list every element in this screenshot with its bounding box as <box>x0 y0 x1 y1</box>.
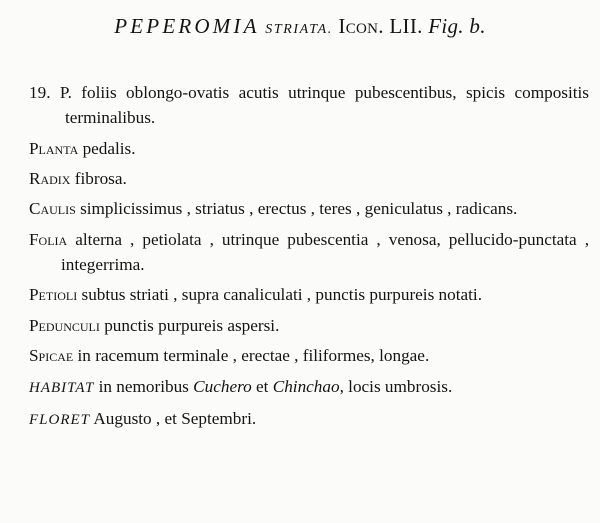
term-petioli: Petioli <box>29 285 78 305</box>
genus-name: PEPEROMIA <box>114 14 260 38</box>
term-floret: FLORET <box>29 411 91 428</box>
term-folia: Folia <box>29 229 68 249</box>
entry-text: Augusto , et Septembri. <box>93 408 257 428</box>
entry-text: simplicissimus , striatus , erectus , teres , geniculatus , radicans. <box>80 199 518 219</box>
figure-label: Fig. b. <box>428 14 486 38</box>
entry-diagnosis <box>29 80 589 130</box>
entry-text: in nemoribus <box>98 376 189 396</box>
place-chinchao: Chinchao <box>272 376 340 396</box>
entry-text: punctis purpureis aspersi. <box>104 315 280 335</box>
term-radix: Radix <box>29 168 71 188</box>
entry-text: fibrosa. <box>74 168 127 188</box>
entry-spicae <box>29 343 589 368</box>
term-spicae: Spicae <box>29 346 74 366</box>
page-title <box>0 14 600 39</box>
term-planta: Planta <box>29 138 79 158</box>
entry-caulis <box>29 196 589 221</box>
entry-text: subtus striati , supra canaliculati , punctis purpureis notati. <box>81 285 482 305</box>
entry-planta <box>29 136 589 161</box>
term-pedunculi: Pedunculi <box>29 315 100 335</box>
entry-text: alterna , petiolata , utrinque pubescentia , venosa, pellucido-punctata , integerrima. <box>61 229 590 274</box>
entry-petioli <box>29 282 589 307</box>
place-cuchero: Cuchero <box>193 376 252 396</box>
entry-pedunculi <box>29 313 589 338</box>
icon-label: Icon. <box>338 14 384 38</box>
entry-folia <box>29 227 589 277</box>
diagnosis-text: P. foliis oblongo-ovatis acutis utrinque pubescentibus, spicis compositis terminalibus. <box>59 83 590 128</box>
species-number: 19. <box>29 83 51 102</box>
species-name: STRIATA. <box>265 22 333 37</box>
term-habitat: HABITAT <box>29 379 95 396</box>
entry-habitat <box>29 374 589 401</box>
entry-text: , locis umbrosis. <box>339 376 453 396</box>
plate-number: LII. <box>389 14 423 38</box>
entry-text: in racemum terminale , erectae , filiformes, longae. <box>77 346 430 366</box>
entry-conjunction: et <box>256 376 269 396</box>
description-body <box>29 80 589 438</box>
entry-floret <box>29 406 589 433</box>
term-caulis: Caulis <box>29 199 76 219</box>
entry-text: pedalis. <box>82 138 136 158</box>
entry-radix <box>29 166 589 191</box>
